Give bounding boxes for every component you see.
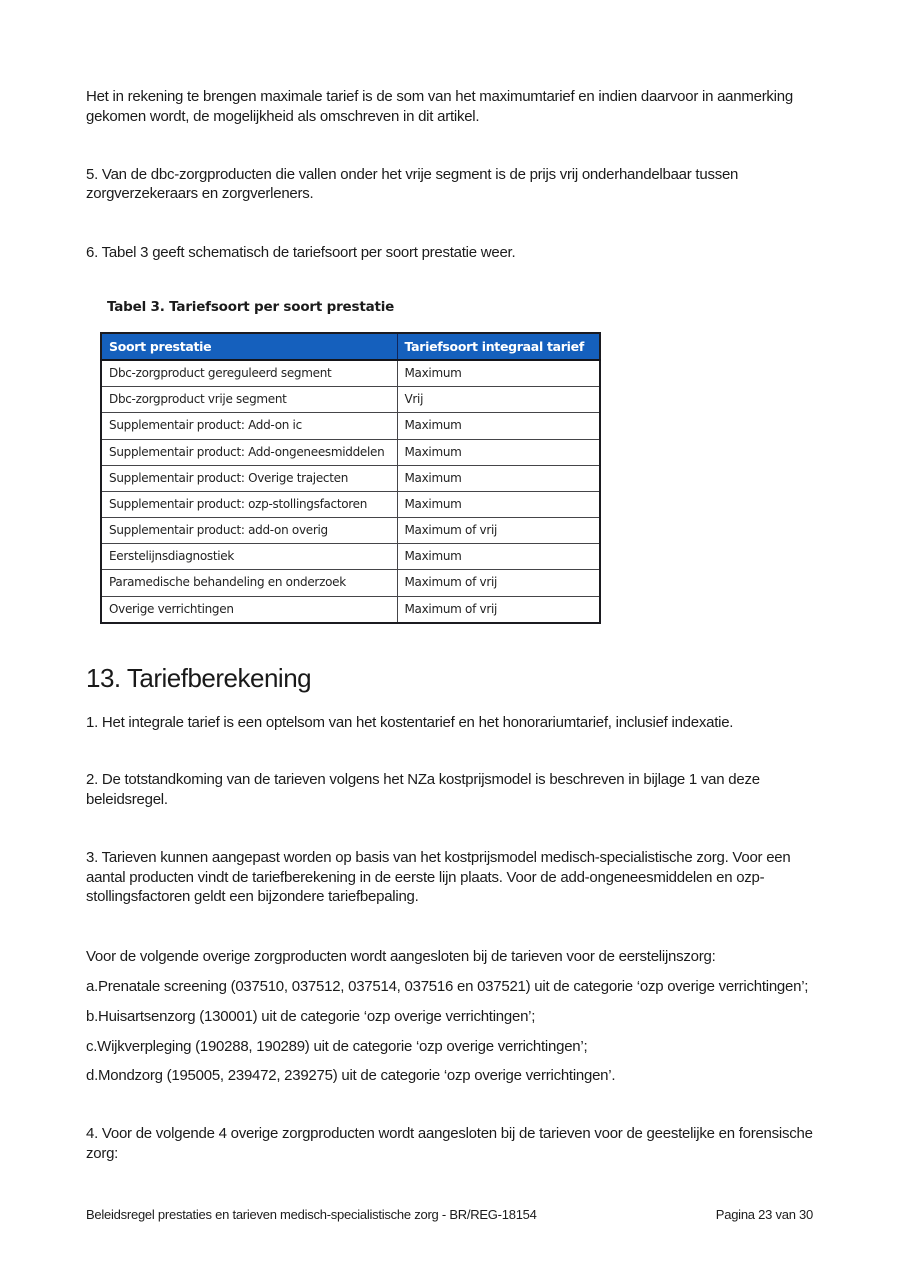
list-intro: Voor de volgende overige zorgproducten wordt aangesloten bij de tarieven voor de eerstelijnszorg: xyxy=(86,948,716,966)
table-header-row xyxy=(101,333,600,360)
table-row xyxy=(101,413,600,439)
table-cell: Overige verrichtingen xyxy=(101,596,397,623)
table-cell: Supplementair product: Add-ongeneesmiddelen xyxy=(101,439,397,465)
footer-document-title: Beleidsregel prestaties en tarieven medisch-specialistische zorg - BR/REG-18154 xyxy=(86,1207,537,1222)
table-cell: Maximum xyxy=(397,491,600,517)
table-row xyxy=(101,518,600,544)
table-cell: Supplementair product: add-on overig xyxy=(101,518,397,544)
list-item-c: c.Wijkverpleging (190288, 190289) uit de categorie ‘ozp overige verrichtingen’; xyxy=(86,1037,588,1055)
table-row xyxy=(101,360,600,387)
table-cell: Maximum xyxy=(397,465,600,491)
table-cell: Vrij xyxy=(397,387,600,413)
table-row xyxy=(101,439,600,465)
table-cell: Paramedische behandeling en onderzoek xyxy=(101,570,397,596)
table-cell: Maximum xyxy=(397,439,600,465)
table-cell: Maximum of vrij xyxy=(397,596,600,623)
table-row xyxy=(101,387,600,413)
table-header-tariefsoort: Tariefsoort integraal tarief xyxy=(397,333,600,360)
table-cell: Maximum of vrij xyxy=(397,518,600,544)
table-cell: Maximum xyxy=(397,544,600,570)
list-item-d: d.Mondzorg (195005, 239472, 239275) uit de categorie ‘ozp overige verrichtingen’. xyxy=(86,1067,616,1085)
table-caption: Tabel 3. Tariefsoort per soort prestatie xyxy=(107,298,395,315)
table-cell: Supplementair product: Add-on ic xyxy=(101,413,397,439)
tariff-table xyxy=(100,332,601,624)
table-row xyxy=(101,465,600,491)
table-header-soort-prestatie: Soort prestatie xyxy=(101,333,397,360)
table-cell: Supplementair product: ozp-stollingsfactoren xyxy=(101,491,397,517)
table-cell: Maximum xyxy=(397,413,600,439)
paragraph-item-6: 6. Tabel 3 geeft schematisch de tariefsoort per soort prestatie weer. xyxy=(86,244,516,262)
paragraph-2: 2. De totstandkoming van de tarieven volgens het NZa kostprijsmodel is beschreven in bijlage 1 van deze beleidsregel. xyxy=(86,771,760,809)
table-row xyxy=(101,570,600,596)
table-cell: Dbc-zorgproduct gereguleerd segment xyxy=(101,360,397,387)
paragraph-4: 4. Voor de volgende 4 overige zorgproducten wordt aangesloten bij de tarieven voor de geestelijke en forensische zorg: xyxy=(86,1125,813,1163)
paragraph-item-5: 5. Van de dbc-zorgproducten die vallen onder het vrije segment is de prijs vrij onderhandelbaar tussen zorgverzekeraars en zorgverleners. xyxy=(86,165,739,203)
table-row xyxy=(101,596,600,623)
paragraph-1: 1. Het integrale tarief is een optelsom van het kostentarief en het honorariumtarief, inclusief indexatie. xyxy=(86,714,734,732)
list-item-a: a.Prenatale screening (037510, 037512, 037514, 037516 en 037521) uit de categorie ‘ozp overige verrichtingen’; xyxy=(86,978,809,996)
table-cell: Eerstelijnsdiagnostiek xyxy=(101,544,397,570)
table-cell: Maximum xyxy=(397,360,600,387)
page-footer xyxy=(86,1207,813,1222)
table-row xyxy=(101,544,600,570)
section-heading: 13. Tariefberekening xyxy=(86,662,312,693)
list-item-b: b.Huisartsenzorg (130001) uit de categorie ‘ozp overige verrichtingen’; xyxy=(86,1007,536,1025)
table-cell: Maximum of vrij xyxy=(397,570,600,596)
table-cell: Supplementair product: Overige trajecten xyxy=(101,465,397,491)
paragraph-intro: Het in rekening te brengen maximale tarief is de som van het maximumtarief en indien daarvoor in aanmerking gekomen wordt, de mogelijkheid als omschreven in dit artikel. xyxy=(86,88,793,125)
table-cell: Dbc-zorgproduct vrije segment xyxy=(101,387,397,413)
table-row xyxy=(101,491,600,517)
footer-page-number: Pagina 23 van 30 xyxy=(715,1207,813,1222)
paragraph-3: 3. Tarieven kunnen aangepast worden op basis van het kostprijsmodel medisch-specialistische zorg. Voor een aantal producten vindt de tariefberekening in de eerste lijn plaats. Voor de add-ongeneesmiddelen en ozp-stollingsfactoren geldt een bijzondere tariefbepaling. xyxy=(86,848,791,906)
